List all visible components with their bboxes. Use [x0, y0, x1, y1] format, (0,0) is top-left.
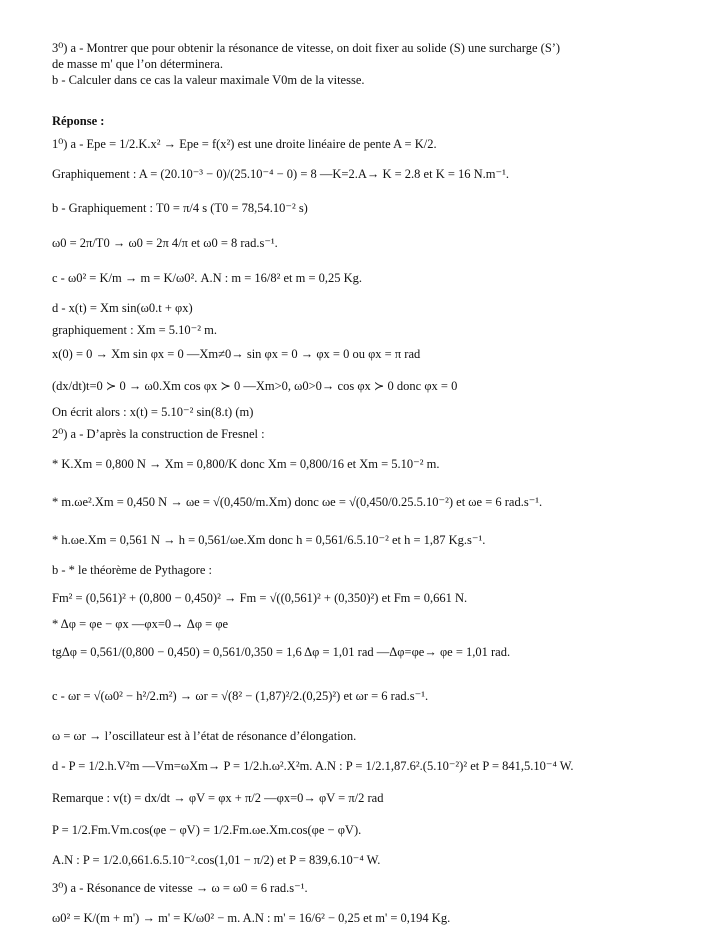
question-3a-line2: de masse m' que l’on déterminera. — [52, 57, 223, 71]
answer-2a-xm: * K.Xm = 0,800 N → Xm = 0,800/K donc Xm = 0,800/16 et Xm = 5.10⁻² m. — [52, 457, 440, 471]
answer-1c: c - ω0² = K/m → m = K/ω0². A.N : m = 16/8² et m = 0,25 Kg. — [52, 271, 363, 285]
answer-1b: b - Graphiquement : T0 = π/4 s (T0 = 78,54.10⁻² s) — [52, 201, 308, 215]
answer-1a-graph: Graphiquement : A = (20.10⁻³ − 0)/(25.10⁻⁴ − 0) = 8 —K=2.A→ K = 2.8 et K = 16 N.m⁻¹. — [52, 167, 509, 181]
answer-heading: Réponse : — [52, 114, 105, 128]
question-3b: b - Calculer dans ce cas la valeur maximale V0m de la vitesse. — [52, 73, 365, 87]
answer-2d: d - P = 1/2.h.V²m —Vm=ωXm→ P = 1/2.h.ω².X²m. A.N : P = 1/2.1,87.6².(5.10⁻²)² et P = 841,5.10⁻⁴ W. — [52, 759, 574, 773]
answer-2c-conclusion: ω = ωr → l’oscillateur est à l’état de résonance d’élongation. — [52, 729, 357, 743]
answer-2d-power: P = 1/2.Fm.Vm.cos(φe − φV) = 1/2.Fm.ωe.Xm.cos(φe − φV). — [52, 823, 362, 837]
answer-2a-omega: * m.ωe².Xm = 0,450 N → ωe = √(0,450/m.Xm) donc ωe = √(0,450/0.25.5.10⁻²) et ωe = 6 rad.s⁻¹. — [52, 495, 543, 509]
answer-2b: b - * le théorème de Pythagore : — [52, 563, 213, 577]
answer-1d-graph: graphiquement : Xm = 5.10⁻² m. — [52, 323, 217, 337]
answer-1d-cond2: (dx/dt)t=0 ≻ 0 → ω0.Xm cos φx ≻ 0 —Xm>0, ω0>0→ cos φx ≻ 0 donc φx = 0 — [52, 379, 458, 393]
answer-3a: 3⁰) a - Résonance de vitesse → ω = ω0 = 6 rad.s⁻¹. — [52, 881, 308, 895]
answer-1a: 1⁰) a - Epe = 1/2.K.x² → Epe = f(x²) est une droite linéaire de pente A = K/2. — [52, 137, 437, 151]
answer-2d-an: A.N : P = 1/2.0,661.6.5.10⁻².cos(1,01 − π/2) et P = 839,6.10⁻⁴ W. — [52, 853, 381, 867]
answer-1b-omega: ω0 = 2π/T0 → ω0 = 2π 4/π et ω0 = 8 rad.s⁻¹. — [52, 236, 278, 250]
answer-2b-tg: tgΔφ = 0,561/(0,800 − 0,450) = 0,561/0,350 = 1,6 Δφ = 1,01 rad —Δφ=φe→ φe = 1,01 rad. — [52, 645, 511, 659]
answer-2d-remark: Remarque : v(t) = dx/dt → φV = φx + π/2 —φx=0→ φV = π/2 rad — [52, 791, 384, 805]
answer-1d-cond1: x(0) = 0 → Xm sin φx = 0 —Xm≠0→ sin φx = 0 → φx = 0 ou φx = π rad — [52, 347, 421, 361]
answer-2b-delta: * Δφ = φe − φx —φx=0→ Δφ = φe — [52, 617, 229, 631]
question-3a-line1: 3⁰) a - Montrer que pour obtenir la résonance de vitesse, on doit fixer au solide (S) une surcharge (S’) — [52, 41, 561, 55]
answer-2c: c - ωr = √(ω0² − h²/2.m²) → ωr = √(8² − (1,87)²/2.(0,25)²) et ωr = 6 rad.s⁻¹. — [52, 689, 429, 703]
answer-2a-h: * h.ωe.Xm = 0,561 N → h = 0,561/ωe.Xm donc h = 0,561/6.5.10⁻² et h = 1,87 Kg.s⁻¹. — [52, 533, 486, 547]
answer-2b-fm: Fm² = (0,561)² + (0,800 − 0,450)² → Fm = √((0,561)² + (0,350)²) et Fm = 0,661 N. — [52, 591, 468, 605]
answer-3a-mass: ω0² = K/(m + m') → m' = K/ω0² − m. A.N : m' = 16/6² − 0,25 et m' = 0,194 Kg. — [52, 911, 451, 925]
answer-2a: 2⁰) a - D’après la construction de Fresnel : — [52, 427, 265, 441]
answer-1d-result: On écrit alors : x(t) = 5.10⁻² sin(8.t) (m) — [52, 405, 254, 419]
answer-1d: d - x(t) = Xm sin(ω0.t + φx) — [52, 301, 193, 315]
